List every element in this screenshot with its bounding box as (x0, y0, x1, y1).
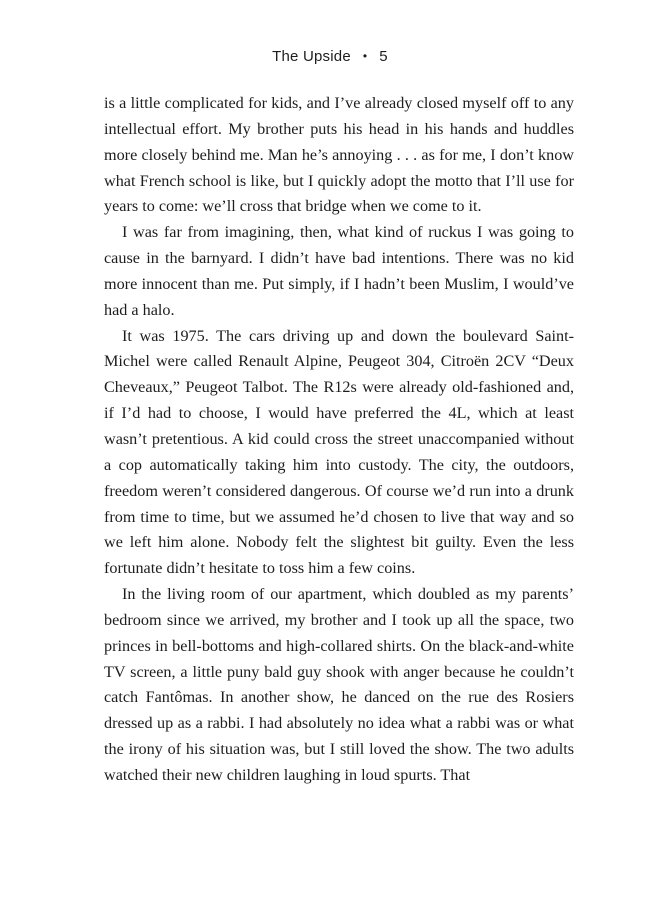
body-text (104, 91, 574, 789)
separator-bullet: • (362, 49, 368, 63)
paragraph: I was far from imagining, then, what kind of ruckus I was going to cause in the barnyard. I didn’t have bad intentions. There was no kid more innocent than me. Put simply, if I hadn’t been Muslim, I would’ve had a halo. (104, 223, 574, 319)
paragraph: It was 1975. The cars driving up and down the boulevard Saint-Michel were called Renault Alpine, Peugeot 304, Citroën 2CV “Deux Cheveaux,” Peugeot Talbot. The R12s were already old-fashioned and, if I’d had to choose, I would have preferred the 4L, which at least wasn’t pretentious. A kid could cross the street unaccompanied without a cop automatically taking him into custody. The city, the outdoors, freedom weren’t considered dangerous. Of course we’d run into a drunk from time to time, but we assumed he’d chosen to live that way and so we left him alone. Nobody felt the slightest bit guilty. Even the less fortunate didn’t hesitate to toss him a few coins. (104, 326, 574, 578)
running-title: The Upside (272, 48, 351, 65)
running-head (0, 48, 660, 65)
paragraph-continued: is a little complicated for kids, and I’ve already closed myself off to any intellectual effort. My brother puts his head in his hands and huddles more closely behind me. Man he’s annoying . . . as for me, I don’t know what French school is like, but I quickly adopt the motto that I’ll use for years to come: we’ll cross that bridge when we come to it. (104, 94, 574, 216)
page-number: 5 (379, 48, 388, 65)
paragraph: In the living room of our apartment, which doubled as my parents’ bedroom since we arrived, my brother and I took up all the space, two princes in bell-bottoms and high-collared shirts. On the black-and-white TV screen, a little puny bald guy shook with anger because he couldn’t catch Fantômas. In another show, he danced on the rue des Rosiers dressed up as a rabbi. I had absolutely no idea what a rabbi was or what the irony of his situation was, but I still loved the show. The two adults watched their new children laughing in loud spurts. That (104, 585, 574, 784)
